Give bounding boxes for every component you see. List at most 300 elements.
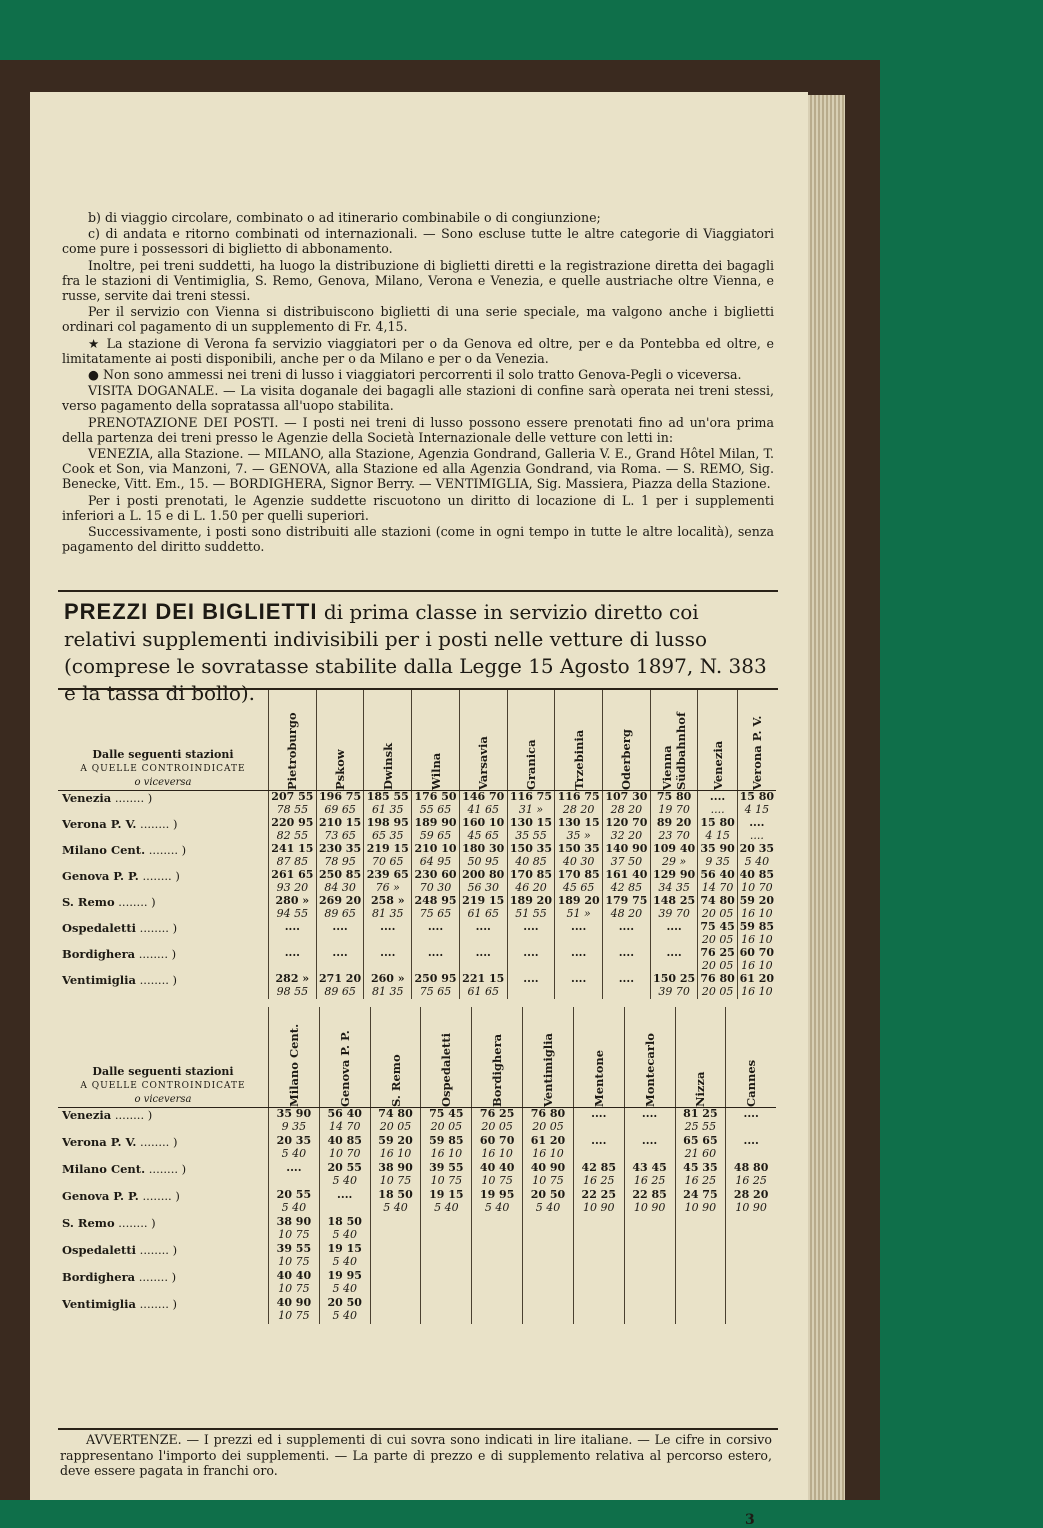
fare-price: 219 15 xyxy=(462,894,505,907)
fare-price: .... xyxy=(332,946,348,959)
fare-cell xyxy=(675,1135,726,1162)
fare-supplement: 23 70 xyxy=(658,828,690,842)
table-row xyxy=(58,1189,776,1216)
fare-price: 22 85 xyxy=(632,1188,667,1201)
fare-supplement: 25 55 xyxy=(684,1119,717,1133)
fare-price: 239 65 xyxy=(366,868,409,881)
fare-price: .... xyxy=(571,972,587,985)
fare-price: .... xyxy=(591,1107,607,1120)
fare-price: 61 20 xyxy=(530,1134,566,1147)
row-station-label: Genova P. P. xyxy=(62,1189,139,1203)
fare-supplement: 16 10 xyxy=(741,958,773,972)
fare-price: 75 80 xyxy=(656,790,692,803)
fare-supplement: 5 40 xyxy=(434,1200,459,1214)
fare-cell xyxy=(573,1216,624,1243)
fare-price: 56 40 xyxy=(700,868,735,881)
fare-cell xyxy=(737,921,776,947)
fare-cell xyxy=(624,1162,675,1189)
fare-price: 22 25 xyxy=(581,1188,616,1201)
fare-cell xyxy=(459,895,507,921)
fare-supplement: 65 35 xyxy=(372,828,404,842)
fare-cell xyxy=(650,947,698,973)
fare-supplement: 70 30 xyxy=(419,880,452,894)
fare-price: 176 50 xyxy=(414,790,457,803)
fare-cell xyxy=(507,895,555,921)
fare-cell xyxy=(364,895,412,921)
table-row xyxy=(58,1162,776,1189)
fare-cell xyxy=(624,1135,675,1162)
fares-table-1 xyxy=(58,690,776,999)
fare-cell xyxy=(573,1297,624,1324)
fare-cell xyxy=(421,1135,472,1162)
fare-price: .... xyxy=(286,1161,302,1174)
fare-price: .... xyxy=(284,920,301,933)
fare-price: 160 10 xyxy=(462,816,505,829)
fare-cell xyxy=(507,817,555,843)
fare-supplement: 70 65 xyxy=(372,854,404,868)
fare-supplement: 9 35 xyxy=(705,854,730,868)
fare-cell xyxy=(370,1216,421,1243)
fare-price: 59 85 xyxy=(429,1134,464,1147)
fare-price: 116 75 xyxy=(557,790,600,803)
fare-price: 241 15 xyxy=(271,842,314,855)
paragraph: ★ La stazione di Verona fa servizio viaggiatori per o da Genova ed oltre, per e da Pontebba ed oltre, e limitatamente ai posti disponibili, anche per o da Milano e per o da Venezia. xyxy=(62,335,774,366)
fare-supplement: 59 65 xyxy=(419,828,452,842)
fare-cell xyxy=(364,947,412,973)
fare-price: 76 25 xyxy=(700,946,735,959)
fare-price: 189 20 xyxy=(557,894,600,907)
fare-supplement: 40 30 xyxy=(562,854,595,868)
fare-cell xyxy=(698,895,737,921)
fare-cell xyxy=(603,869,651,895)
fare-cell xyxy=(412,791,460,818)
row-station-label: Venezia xyxy=(62,1108,112,1122)
column-label: Ospedaletti xyxy=(439,1032,454,1107)
column-label: Cannes xyxy=(744,1059,759,1107)
fare-supplement: 5 40 xyxy=(332,1227,357,1241)
fare-supplement: 16 25 xyxy=(735,1173,767,1187)
fare-price: 148 25 xyxy=(653,894,696,907)
fare-price: 20 50 xyxy=(530,1188,566,1201)
fare-supplement: 10 70 xyxy=(741,880,773,894)
fare-price: 76 80 xyxy=(700,972,735,985)
column-label: Varsavia xyxy=(476,736,491,790)
stations-header-line3: o viceversa xyxy=(134,777,192,788)
table-row xyxy=(58,843,776,869)
fare-supplement: 5 40 xyxy=(484,1200,510,1214)
fare-cell xyxy=(269,1162,320,1189)
fare-cell xyxy=(412,973,460,999)
row-station: Milano Cent. ........ ) xyxy=(62,1162,187,1176)
fare-cell xyxy=(370,1189,421,1216)
fare-supplement: 98 55 xyxy=(276,984,309,998)
column-header xyxy=(698,690,737,791)
fare-price: 180 30 xyxy=(462,842,505,855)
fare-cell xyxy=(603,817,651,843)
column-header xyxy=(603,690,651,791)
fare-supplement: 20 05 xyxy=(481,1119,513,1133)
fare-price: .... xyxy=(427,920,444,933)
fare-price: 38 90 xyxy=(276,1215,312,1228)
fare-supplement: 10 75 xyxy=(278,1308,310,1322)
fare-cell xyxy=(737,973,776,999)
fare-cell xyxy=(459,973,507,999)
fare-cell xyxy=(573,1108,624,1136)
fare-cell xyxy=(523,1135,574,1162)
column-header xyxy=(269,1007,320,1108)
fare-cell xyxy=(737,895,776,921)
fare-cell xyxy=(472,1108,523,1136)
fare-supplement: 51 55 xyxy=(515,906,547,920)
fare-price: 75 45 xyxy=(429,1107,464,1120)
paragraph: PRENOTAZIONE DEI POSTI. — I posti nei treni di lusso possono essere prenotati fino ad un'ora prima della partenza dei treni presso le Agenzie della Società Internazionale delle vetture con letti in: xyxy=(62,414,774,445)
fare-cell xyxy=(412,921,460,947)
column-label: Oderberg xyxy=(619,729,634,790)
fare-price: .... xyxy=(618,946,635,959)
fare-cell xyxy=(624,1243,675,1270)
fare-cell xyxy=(319,1243,370,1270)
fare-cell xyxy=(364,817,412,843)
row-station-label: Genova P. P. xyxy=(62,869,139,883)
fare-cell xyxy=(421,1189,472,1216)
fare-cell xyxy=(459,921,507,947)
fare-cell xyxy=(650,869,698,895)
fare-cell xyxy=(370,1243,421,1270)
table-row xyxy=(58,791,776,818)
fare-price: 185 55 xyxy=(366,790,409,803)
fare-supplement: 10 90 xyxy=(735,1200,767,1214)
column-label: Pskow xyxy=(333,749,348,790)
row-station-label: Venezia xyxy=(62,791,112,805)
fare-cell xyxy=(472,1297,523,1324)
fare-price: 39 55 xyxy=(276,1242,312,1255)
fare-cell xyxy=(507,843,555,869)
column-label: Montecarlo xyxy=(642,1033,657,1107)
fare-supplement: 16 10 xyxy=(379,1146,412,1160)
fare-cell xyxy=(269,921,317,947)
paragraph: ● Non sono ammessi nei treni di lusso i viaggiatori percorrenti il solo tratto Genova-Pegli o viceversa. xyxy=(88,367,742,383)
fare-cell xyxy=(269,1297,320,1324)
fare-cell xyxy=(737,817,776,843)
fare-supplement: 5 40 xyxy=(281,1200,307,1214)
fare-cell xyxy=(675,1189,726,1216)
fare-price: 42 85 xyxy=(581,1161,616,1174)
fare-price: .... xyxy=(571,946,587,959)
fare-cell xyxy=(364,973,412,999)
fare-price: 19 15 xyxy=(327,1242,362,1255)
fare-price: 250 95 xyxy=(414,972,457,985)
column-header xyxy=(675,1007,726,1108)
fare-price: 107 30 xyxy=(605,790,648,803)
fare-supplement: 35 55 xyxy=(515,828,547,842)
column-header xyxy=(472,1007,523,1108)
fare-cell xyxy=(316,947,364,973)
fare-cell xyxy=(624,1216,675,1243)
fare-supplement: 16 10 xyxy=(741,932,773,946)
fare-cell xyxy=(726,1297,776,1324)
column-label: Mentone xyxy=(591,1049,606,1107)
fare-cell xyxy=(421,1108,472,1136)
fare-supplement: 10 90 xyxy=(583,1200,615,1214)
fare-cell xyxy=(364,869,412,895)
fare-cell xyxy=(459,791,507,818)
column-header xyxy=(412,690,460,791)
fare-supplement: 10 75 xyxy=(532,1173,564,1187)
table-row xyxy=(58,817,776,843)
fare-cell xyxy=(555,895,603,921)
row-station: Verona P. V. ........ ) xyxy=(62,1135,178,1149)
fare-cell xyxy=(603,791,651,818)
fare-price: 48 80 xyxy=(733,1161,769,1174)
fare-cell xyxy=(624,1189,675,1216)
fare-cell xyxy=(675,1243,726,1270)
table-row xyxy=(58,895,776,921)
paragraph: b) di viaggio circolare, combinato o ad itinerario combinabile o di congiunzione; xyxy=(88,210,601,225)
fare-price: 20 35 xyxy=(276,1134,312,1147)
fare-cell xyxy=(650,817,698,843)
column-header xyxy=(370,1007,421,1108)
fare-cell xyxy=(555,843,603,869)
stations-header-line2: A QUELLE CONTROINDICATE xyxy=(80,764,246,774)
fare-cell xyxy=(507,973,555,999)
fare-price: .... xyxy=(709,790,726,803)
fare-price: 282 » xyxy=(275,972,310,985)
fare-price: 271 20 xyxy=(319,972,362,985)
stations-header-line1: Dalle seguenti stazioni xyxy=(92,1065,234,1078)
fare-supplement: 20 05 xyxy=(701,958,734,972)
intro-text xyxy=(62,210,774,555)
fare-price: 20 55 xyxy=(276,1188,312,1201)
fare-cell xyxy=(269,1108,320,1136)
fare-cell xyxy=(573,1270,624,1297)
fare-cell xyxy=(573,1189,624,1216)
fare-cell xyxy=(370,1270,421,1297)
fare-price: 120 70 xyxy=(605,816,648,829)
fare-cell xyxy=(459,843,507,869)
column-label: Nizza xyxy=(693,1071,708,1107)
fare-price: 189 90 xyxy=(414,816,457,829)
fare-supplement: 20 05 xyxy=(430,1119,463,1133)
fare-cell xyxy=(698,921,737,947)
fare-cell xyxy=(555,869,603,895)
table-row xyxy=(58,1243,776,1270)
fare-cell xyxy=(523,1108,574,1136)
fare-price: 76 80 xyxy=(530,1107,566,1120)
fare-price: .... xyxy=(743,1107,759,1120)
fare-supplement: 32 20 xyxy=(610,828,643,842)
fare-cell xyxy=(370,1297,421,1324)
fare-price: 170 85 xyxy=(509,868,552,881)
column-label: Milano Cent. xyxy=(286,1023,301,1107)
fare-cell xyxy=(698,843,737,869)
fare-cell xyxy=(316,921,364,947)
fare-cell xyxy=(675,1108,726,1136)
fare-cell xyxy=(370,1108,421,1136)
fare-price: 146 70 xyxy=(462,790,505,803)
row-station: Ospedaletti ........ ) xyxy=(62,921,178,935)
fare-supplement: 16 25 xyxy=(583,1173,615,1187)
stations-header-line3: o viceversa xyxy=(134,1094,192,1105)
fare-supplement: 39 70 xyxy=(658,984,690,998)
column-label: Bordighera xyxy=(490,1033,505,1107)
fare-price: 40 90 xyxy=(530,1161,566,1174)
fare-cell xyxy=(319,1216,370,1243)
fare-price: .... xyxy=(591,1134,607,1147)
fare-supplement: 41 65 xyxy=(467,802,499,816)
fare-price: 24 75 xyxy=(683,1188,718,1201)
column-header xyxy=(421,1007,472,1108)
fare-price: 210 15 xyxy=(319,816,362,829)
fare-price: 116 75 xyxy=(509,790,552,803)
fare-cell xyxy=(573,1243,624,1270)
fare-supplement: 28 20 xyxy=(562,802,595,816)
fare-supplement: 61 65 xyxy=(467,984,499,998)
fare-cell xyxy=(573,1135,624,1162)
column-label: Dwinsk xyxy=(380,742,395,790)
fare-cell xyxy=(737,843,776,869)
row-station: Bordighera ........ ) xyxy=(62,947,177,961)
divider xyxy=(58,590,778,592)
column-header xyxy=(523,1007,574,1108)
fare-price: 200 80 xyxy=(462,868,505,881)
table-row xyxy=(58,1135,776,1162)
fare-price: 89 20 xyxy=(656,816,692,829)
fare-supplement: 14 70 xyxy=(701,880,734,894)
fare-price: 35 90 xyxy=(700,842,735,855)
fare-cell xyxy=(726,1243,776,1270)
fare-price: 269 20 xyxy=(319,894,362,907)
fare-supplement: 75 65 xyxy=(419,984,452,998)
fare-price: 56 40 xyxy=(327,1107,362,1120)
fare-price: 59 85 xyxy=(739,920,775,933)
stations-header xyxy=(58,1007,269,1108)
fare-cell xyxy=(364,791,412,818)
fare-cell xyxy=(726,1270,776,1297)
column-header xyxy=(737,690,776,791)
fare-supplement: 20 05 xyxy=(701,932,734,946)
fare-price: .... xyxy=(332,920,348,933)
fare-price: .... xyxy=(427,946,444,959)
fare-price: .... xyxy=(475,946,491,959)
fare-cell xyxy=(523,1189,574,1216)
row-station: Ospedaletti ........ ) xyxy=(62,1243,178,1257)
fare-supplement: 48 20 xyxy=(610,906,643,920)
column-label: Genova P. P. xyxy=(337,1030,352,1107)
fare-supplement: 61 35 xyxy=(372,802,404,816)
fare-price: 189 20 xyxy=(509,894,552,907)
fare-supplement: 5 40 xyxy=(332,1173,357,1187)
fare-supplement: 5 40 xyxy=(332,1281,357,1295)
fare-supplement: 10 90 xyxy=(684,1200,717,1214)
fare-supplement: 16 10 xyxy=(481,1146,513,1160)
fare-cell xyxy=(507,921,555,947)
fare-price: .... xyxy=(641,1107,658,1120)
fare-price: 19 15 xyxy=(429,1188,464,1201)
fare-supplement: 69 65 xyxy=(324,802,356,816)
fare-cell xyxy=(675,1297,726,1324)
fare-price: .... xyxy=(380,920,396,933)
table-row xyxy=(58,1216,776,1243)
fare-cell xyxy=(472,1243,523,1270)
fare-supplement: 61 65 xyxy=(467,906,499,920)
fare-price: .... xyxy=(523,920,539,933)
column-header xyxy=(726,1007,776,1108)
fare-supplement: 10 75 xyxy=(379,1173,412,1187)
fare-cell xyxy=(316,973,364,999)
fare-price: 74 80 xyxy=(378,1107,413,1120)
fare-supplement: 10 75 xyxy=(430,1173,463,1187)
stations-header-line1: Dalle seguenti stazioni xyxy=(92,748,234,761)
column-header xyxy=(573,1007,624,1108)
fare-cell xyxy=(269,869,317,895)
fare-cell xyxy=(269,1189,320,1216)
fare-price: 280 » xyxy=(275,894,310,907)
fare-cell xyxy=(472,1162,523,1189)
fare-price: 220 95 xyxy=(271,816,314,829)
fare-cell xyxy=(555,817,603,843)
fare-price: .... xyxy=(641,1134,658,1147)
fare-price: 74 80 xyxy=(700,894,735,907)
fare-cell xyxy=(370,1162,421,1189)
fare-supplement: 20 05 xyxy=(532,1119,564,1133)
column-label: Granica xyxy=(523,739,538,790)
fare-cell xyxy=(269,1243,320,1270)
fare-cell xyxy=(650,895,698,921)
fare-supplement: 5 40 xyxy=(332,1308,357,1322)
fare-price: 39 55 xyxy=(429,1161,464,1174)
fare-cell xyxy=(698,947,737,973)
fare-supplement: 16 25 xyxy=(684,1173,717,1187)
fare-supplement: 5 40 xyxy=(383,1200,408,1214)
fare-supplement: 10 75 xyxy=(481,1173,513,1187)
fare-cell xyxy=(269,1270,320,1297)
fare-price: 219 15 xyxy=(366,842,409,855)
column-header xyxy=(319,1007,370,1108)
fare-cell xyxy=(412,895,460,921)
fare-price: 261 65 xyxy=(271,868,314,881)
fare-cell xyxy=(459,947,507,973)
fare-cell xyxy=(269,817,317,843)
fare-cell xyxy=(269,947,317,973)
paragraph: VISITA DOGANALE. — La visita doganale dei bagagli alle stazioni di confine sarà operata nei treni stessi, verso pagamento della sopratassa all'uopo stabilita. xyxy=(62,383,774,414)
fare-price: 19 95 xyxy=(327,1269,362,1282)
fare-supplement: 89 65 xyxy=(324,984,356,998)
fare-cell xyxy=(316,869,364,895)
fare-supplement: 37 50 xyxy=(610,854,643,868)
table-row xyxy=(58,947,776,973)
fare-cell xyxy=(269,1216,320,1243)
fare-supplement: 4 15 xyxy=(744,802,770,816)
fare-price: 60 70 xyxy=(739,946,775,959)
fare-price: 150 35 xyxy=(509,842,552,855)
fare-supplement: 16 10 xyxy=(532,1146,564,1160)
paragraph: Successivamente, i posti sono distribuiti alle stazioni (come in ogni tempo in tutte le altre località), senza pagamento del diritto suddetto. xyxy=(62,524,774,555)
fare-supplement: 89 65 xyxy=(324,906,356,920)
fare-cell xyxy=(675,1162,726,1189)
row-station: S. Remo ........ ) xyxy=(62,895,156,909)
fare-price: .... xyxy=(337,1188,353,1201)
fare-supplement: 16 10 xyxy=(741,906,773,920)
footer-text: AVVERTENZE. — I prezzi ed i supplementi di cui sovra sono indicati in lire italiane. — Le cifre in corsivo rappresentano l'importo dei supplementi. — La parte di prezzo e di supplemento relativa al percorso estero, deve essere pagata in franchi oro. xyxy=(60,1432,772,1478)
fare-price: 81 25 xyxy=(683,1107,718,1120)
column-header xyxy=(624,1007,675,1108)
fare-cell xyxy=(603,973,651,999)
fare-price: 260 » xyxy=(370,972,405,985)
fare-supplement: 78 55 xyxy=(276,802,309,816)
fare-price: .... xyxy=(743,1134,759,1147)
paragraph: VENEZIA, alla Stazione. — MILANO, alla Stazione, Agenzia Gondrand, Galleria V. E., Grand Hôtel Milan, T. Cook et Son, via Manzoni, 7. — GENOVA, alla Stazione ed alla Agenzia Gondrand, via Roma. — S. REMO, Sig. Benecke, Vitt. Em., 15. — BORDIGHERA, Signor Berry. — VENTIMIGLIA, Sig. Massiera, Piazza della Stazione. xyxy=(62,446,774,492)
column-header xyxy=(364,690,412,791)
